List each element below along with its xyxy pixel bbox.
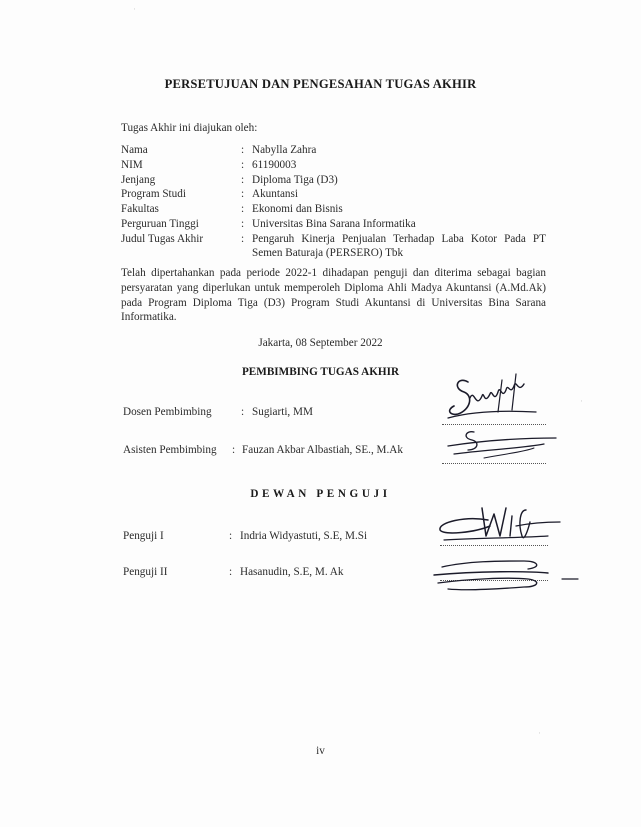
scan-speck: · <box>580 396 583 406</box>
biodata-value-judul-line2: Semen Baturaja (PERSERO) Tbk <box>252 247 404 259</box>
examiner-role-1: Penguji I <box>123 530 164 542</box>
biodata-value-jenjang: Diploma Tiga (D3) <box>252 174 338 186</box>
supervisor-colon: : <box>241 406 245 418</box>
examiner-role-2: Penguji II <box>123 566 168 578</box>
scan-speck: · <box>538 728 541 738</box>
biodata-label-nama: Nama <box>121 144 148 156</box>
biodata-label-perguruan-tinggi: Perguruan Tinggi <box>121 218 199 230</box>
supervisor-role-dosen: Dosen Pembimbing <box>123 406 212 418</box>
supervisor-heading: PEMBIMBING TUGAS AKHIR <box>241 366 400 378</box>
biodata-colon: : <box>241 144 245 156</box>
supervisor-name-asisten: Fauzan Akbar Albastiah, SE., M.Ak <box>242 444 403 456</box>
supervisor-role-asisten: Asisten Pembimbing <box>123 444 217 456</box>
biodata-colon: : <box>241 174 245 186</box>
examiner-heading: DEWAN PENGUJI <box>250 488 391 500</box>
signature-penguji-1 <box>426 500 566 552</box>
biodata-value-nama: Nabylla Zahra <box>252 144 317 156</box>
biodata-label-fakultas: Fakultas <box>121 203 159 215</box>
examiner-colon: : <box>229 530 233 542</box>
biodata-label-judul: Judul Tugas Akhir <box>121 233 204 245</box>
biodata-value-fakultas: Ekonomi dan Bisnis <box>252 203 343 215</box>
biodata-colon: : <box>241 203 245 215</box>
biodata-colon: : <box>241 188 245 200</box>
biodata-value-perguruan-tinggi: Universitas Bina Sarana Informatika <box>252 218 416 230</box>
biodata-colon: : <box>241 218 245 230</box>
scan-speck: · <box>133 4 136 14</box>
supervisor-colon: : <box>232 444 236 456</box>
page-number: iv <box>316 745 325 757</box>
biodata-value-nim: 61190003 <box>252 159 297 171</box>
biodata-label-program-studi: Program Studi <box>121 188 186 200</box>
examiner-name-1: Indria Widyastuti, S.E, M.Si <box>240 530 368 542</box>
biodata-colon: : <box>241 233 245 245</box>
biodata-value-judul: Pengaruh Kinerja Penjualan Terhadap Laba Kotor Pada PT <box>252 233 546 245</box>
biodata-colon: : <box>241 159 245 171</box>
signature-penguji-2 <box>428 553 588 599</box>
document-title: PERSETUJUAN DAN PENGESAHAN TUGAS AKHIR <box>164 77 477 91</box>
signature-asisten <box>444 428 564 468</box>
statement-paragraph: Telah dipertahankan pada periode 2022-1 dihadapan penguji dan diterima sebagai bagian persyaratan yang diperlukan untuk memperoleh Diploma Ahli Madya Akuntansi (A.Md.Ak) pada Program Diploma Tiga (D3) Program Studi Akuntansi di Universitas Bina Sarana Informatika. <box>121 267 546 324</box>
biodata-value-program-studi: Akuntansi <box>252 188 298 200</box>
signature-dosen <box>440 370 560 432</box>
biodata-label-nim: NIM <box>121 159 143 171</box>
intro-text: Tugas Akhir ini diajukan oleh: <box>121 122 258 134</box>
examiner-colon: : <box>229 566 233 578</box>
place-date: Jakarta, 08 September 2022 <box>258 337 383 349</box>
examiner-name-2: Hasanudin, S.E, M. Ak <box>240 566 344 578</box>
supervisor-name-dosen: Sugiarti, MM <box>252 406 313 418</box>
biodata-label-jenjang: Jenjang <box>121 174 156 186</box>
